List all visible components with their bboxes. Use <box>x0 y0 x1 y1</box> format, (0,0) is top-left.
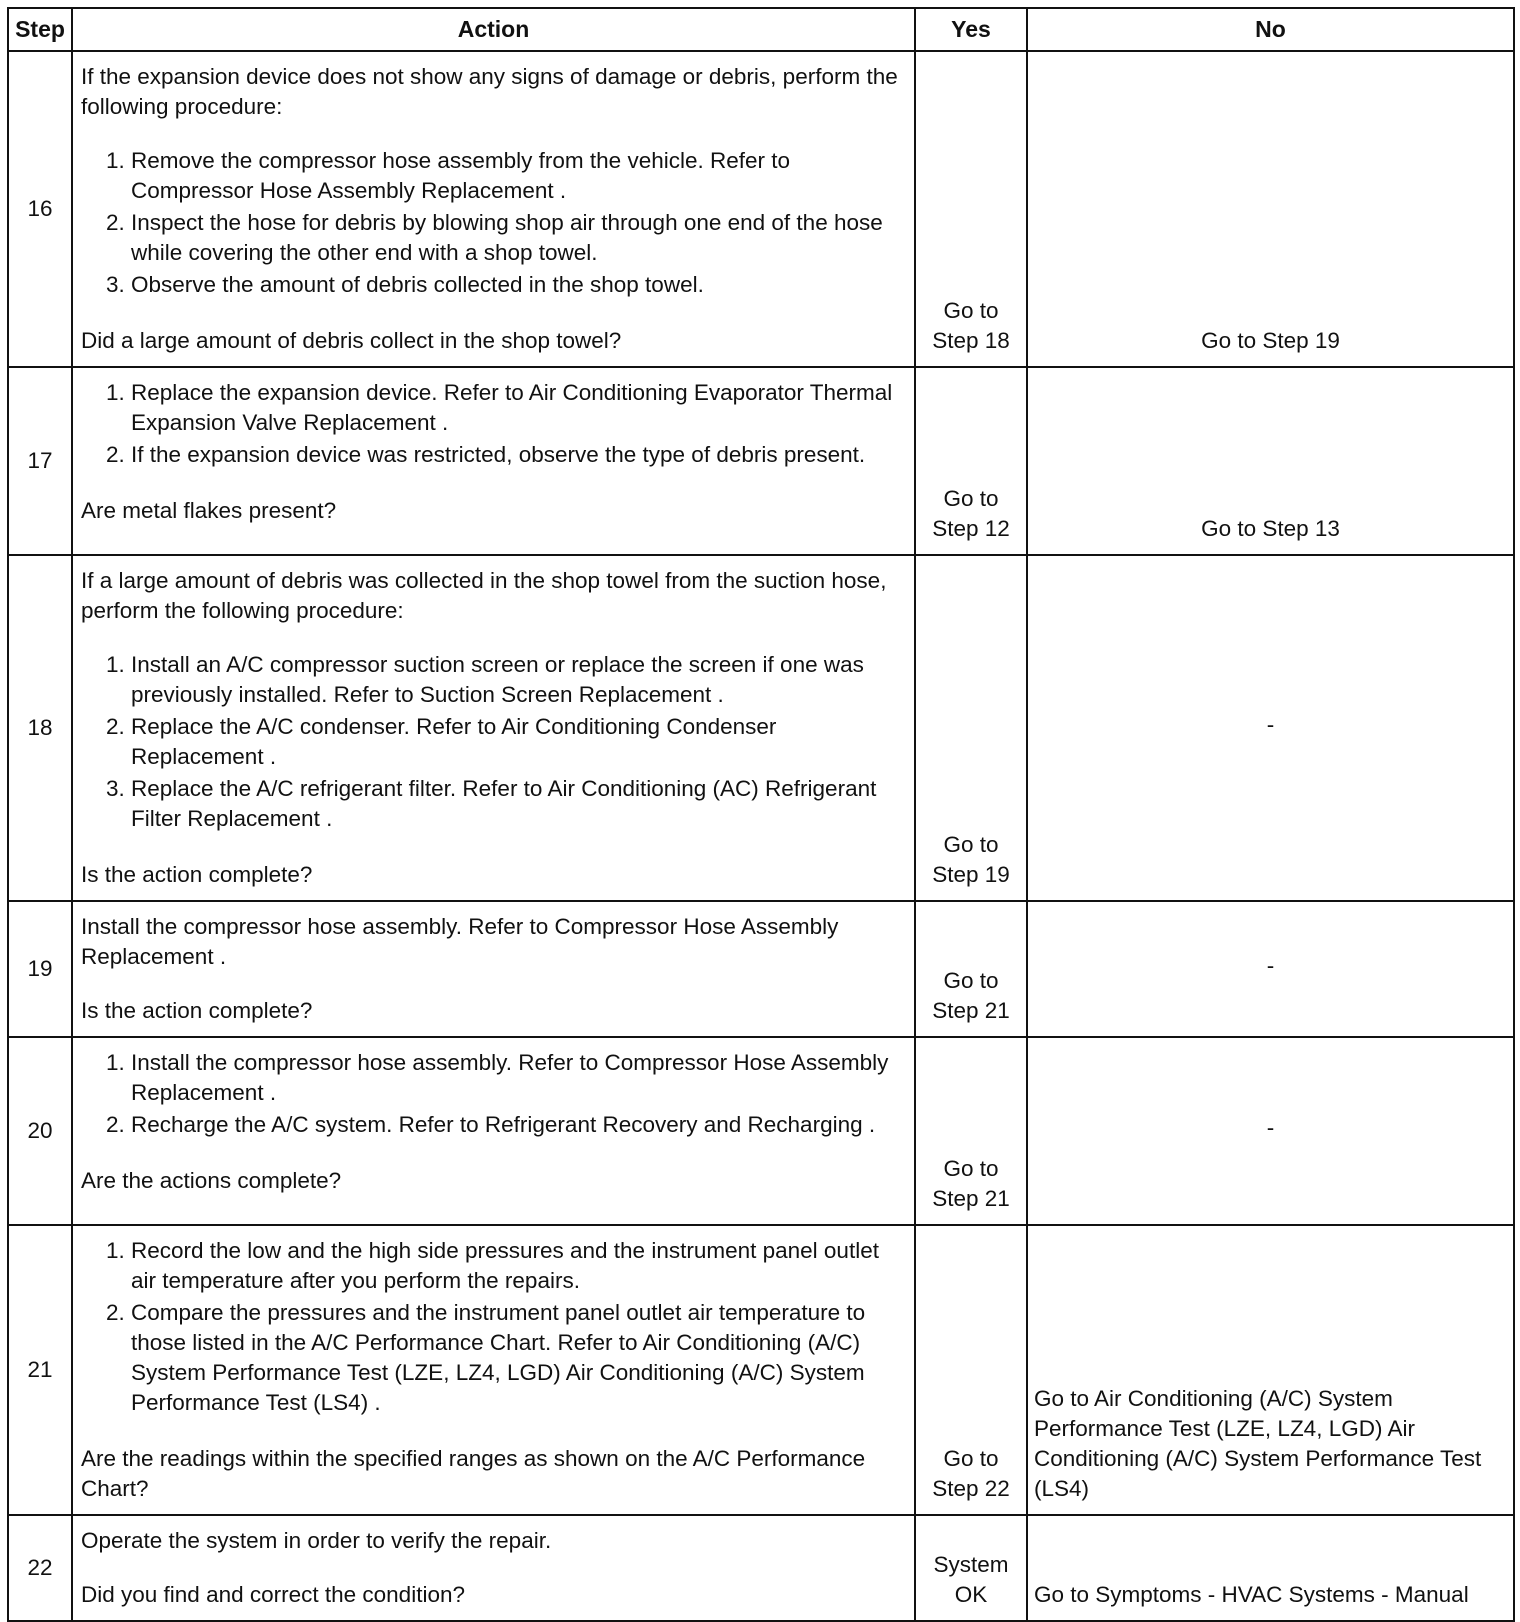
step-number: 22 <box>8 1515 72 1621</box>
action-cell <box>72 901 915 1037</box>
action-question: Are metal flakes present? <box>81 498 337 523</box>
step-number: 20 <box>8 1037 72 1225</box>
action-question: Are the readings within the specified ranges as shown on the A/C Performance Chart? <box>81 1446 866 1501</box>
procedure-list <box>81 1048 906 1140</box>
no-cell <box>1027 1515 1514 1621</box>
procedure-item: 2. Replace the A/C condenser. Refer to Air Conditioning Condenser Replacement . <box>131 712 906 772</box>
procedure-item: 2. Recharge the A/C system. Refer to Refrigerant Recovery and Recharging . <box>131 1110 906 1140</box>
action-question: Are the actions complete? <box>81 1168 342 1193</box>
procedure-item: 1. Install the compressor hose assembly. Refer to Compressor Hose Assembly Replacement . <box>131 1048 906 1108</box>
table-row <box>8 1225 1514 1515</box>
yes-cell <box>915 1037 1027 1225</box>
no-link[interactable]: Go to Step 19 <box>1201 328 1340 353</box>
yes-link-line2[interactable]: Step 18 <box>932 328 1010 353</box>
procedure-item: 3. Observe the amount of debris collected in the shop towel. <box>131 270 906 300</box>
yes-link-line2[interactable]: Step 22 <box>932 1476 1010 1501</box>
yes-link-line1[interactable]: Go to <box>943 486 999 511</box>
diagnostic-table <box>7 7 1515 1622</box>
header-yes: Yes <box>915 8 1027 51</box>
no-cell <box>1027 1037 1514 1225</box>
header-action: Action <box>72 8 915 51</box>
header-step: Step <box>8 8 72 51</box>
table-row <box>8 51 1514 367</box>
step-number: 19 <box>8 901 72 1037</box>
yes-link-line2[interactable]: Step 12 <box>932 516 1010 541</box>
procedure-item: 1. Replace the expansion device. Refer to Air Conditioning Evaporator Thermal Expansion Valve Replacement . <box>131 378 906 438</box>
action-intro: Operate the system in order to verify the repair. <box>81 1528 552 1553</box>
action-cell <box>72 1225 915 1515</box>
procedure-item: 2. If the expansion device was restricted, observe the type of debris present. <box>131 440 906 470</box>
yes-link-line1[interactable]: Go to <box>943 1156 999 1181</box>
step-number: 21 <box>8 1225 72 1515</box>
table-row <box>8 1515 1514 1621</box>
step-number: 18 <box>8 555 72 901</box>
no-link[interactable]: Go to Air Conditioning (A/C) System Performance Test (LZE, LZ4, LGD) Air Conditioning (A/C) System Performance Test (LS4) <box>1034 1386 1482 1501</box>
yes-cell <box>915 555 1027 901</box>
no-link[interactable]: Go to Step 13 <box>1201 516 1340 541</box>
no-dash: - <box>1266 1115 1275 1140</box>
table-row <box>8 901 1514 1037</box>
action-intro: Install the compressor hose assembly. Refer to Compressor Hose Assembly Replacement . <box>81 914 839 969</box>
action-cell <box>72 1037 915 1225</box>
no-cell <box>1027 367 1514 555</box>
action-cell <box>72 555 915 901</box>
yes-link-line2[interactable]: Step 21 <box>932 1186 1010 1211</box>
step-number: 17 <box>8 367 72 555</box>
action-cell <box>72 367 915 555</box>
no-cell <box>1027 555 1514 901</box>
table-row <box>8 1037 1514 1225</box>
yes-cell <box>915 1225 1027 1515</box>
yes-cell <box>915 367 1027 555</box>
no-cell <box>1027 51 1514 367</box>
yes-link-line1[interactable]: Go to <box>943 298 999 323</box>
procedure-item: 1. Install an A/C compressor suction screen or replace the screen if one was previously installed. Refer to Suction Screen Replacement . <box>131 650 906 710</box>
no-cell <box>1027 901 1514 1037</box>
yes-cell <box>915 51 1027 367</box>
yes-link-line1[interactable]: Go to <box>943 1446 999 1471</box>
action-question: Did you find and correct the condition? <box>81 1582 465 1607</box>
yes-cell <box>915 1515 1027 1621</box>
yes-cell <box>915 901 1027 1037</box>
yes-link-line1[interactable]: System <box>933 1552 1009 1577</box>
action-intro: If the expansion device does not show any signs of damage or debris, perform the following procedure: <box>81 64 898 119</box>
action-intro: If a large amount of debris was collected in the shop towel from the suction hose, perform the following procedure: <box>81 568 887 623</box>
procedure-list <box>81 1236 906 1418</box>
procedure-item: 2. Inspect the hose for debris by blowing shop air through one end of the hose while covering the other end with a shop towel. <box>131 208 906 268</box>
no-dash: - <box>1266 953 1275 978</box>
yes-link-line2[interactable]: OK <box>954 1582 988 1607</box>
no-dash: - <box>1266 712 1275 737</box>
procedure-item: 1. Record the low and the high side pressures and the instrument panel outlet air temperature after you perform the repairs. <box>131 1236 906 1296</box>
procedure-item: 3. Replace the A/C refrigerant filter. Refer to Air Conditioning (AC) Refrigerant Filter Replacement . <box>131 774 906 834</box>
no-link[interactable]: Go to Symptoms - HVAC Systems - Manual <box>1034 1582 1469 1607</box>
yes-link-line1[interactable]: Go to <box>943 968 999 993</box>
action-question: Is the action complete? <box>81 862 313 887</box>
step-number: 16 <box>8 51 72 367</box>
procedure-list <box>81 650 906 834</box>
action-question: Did a large amount of debris collect in the shop towel? <box>81 328 622 353</box>
header-row <box>8 8 1514 51</box>
table-row <box>8 367 1514 555</box>
procedure-item: 2. Compare the pressures and the instrument panel outlet air temperature to those listed in the A/C Performance Chart. Refer to Air Conditioning (A/C) System Performance Test (LZE, LZ4, LGD) Air Conditioning (A/C) System Performance Test (LS4) . <box>131 1298 906 1418</box>
yes-link-line1[interactable]: Go to <box>943 832 999 857</box>
action-question: Is the action complete? <box>81 998 313 1023</box>
yes-link-line2[interactable]: Step 21 <box>932 998 1010 1023</box>
action-cell <box>72 51 915 367</box>
yes-link-line2[interactable]: Step 19 <box>932 862 1010 887</box>
header-no: No <box>1027 8 1514 51</box>
procedure-item: 1. Remove the compressor hose assembly from the vehicle. Refer to Compressor Hose Assembly Replacement . <box>131 146 906 206</box>
procedure-list <box>81 146 906 300</box>
action-cell <box>72 1515 915 1621</box>
procedure-list <box>81 378 906 470</box>
no-cell <box>1027 1225 1514 1515</box>
table-row <box>8 555 1514 901</box>
